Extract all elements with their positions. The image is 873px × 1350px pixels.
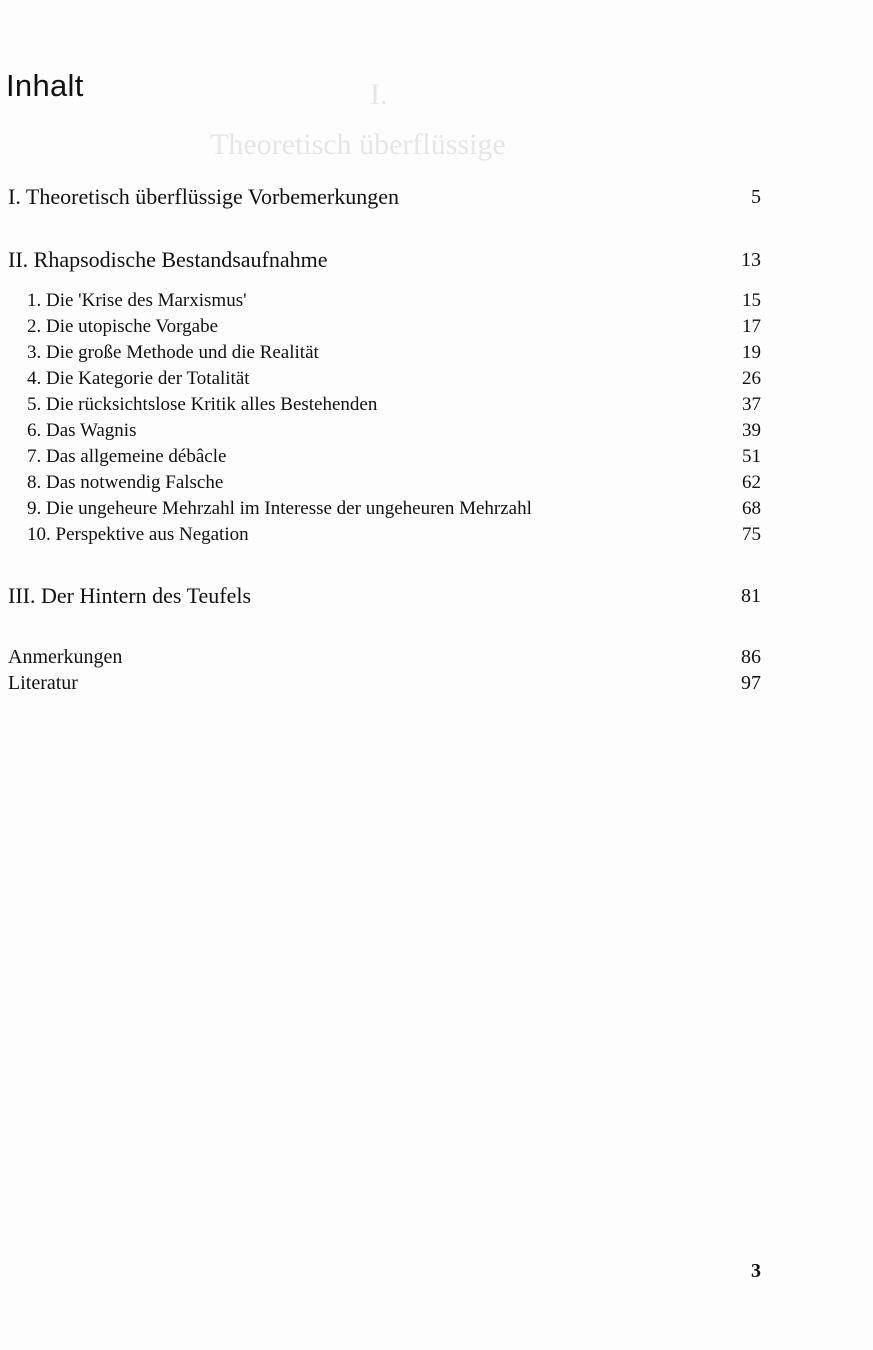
toc-entry [0, 446, 873, 472]
toc-entry-title: III. Der Hintern des Teufels [8, 583, 252, 608]
toc-entry-title: Literatur [8, 672, 78, 694]
toc-entry [0, 394, 873, 420]
toc-entry [0, 498, 873, 524]
toc-entry-title: 7. Das allgemeine débâcle [27, 446, 227, 467]
toc-entry-page: 15 [742, 290, 761, 311]
toc-entry [0, 583, 873, 609]
toc-entry-title: 4. Die Kategorie der Totalität [27, 368, 250, 389]
toc-entry-page: 51 [742, 446, 761, 467]
show-through-texture: I. [370, 78, 388, 111]
toc-entry-page: 26 [742, 368, 761, 389]
toc-entry [0, 316, 873, 342]
toc-entry-page: 17 [742, 316, 761, 337]
toc-entry [0, 368, 873, 394]
toc-entry-page: 81 [741, 585, 761, 607]
toc-entry-page: 75 [742, 524, 761, 545]
toc-entry [0, 184, 873, 210]
toc-entry-page: 19 [742, 342, 761, 363]
toc-entry-page: 5 [751, 186, 761, 208]
toc-entry [0, 646, 873, 672]
toc-entry-page: 39 [742, 420, 761, 441]
toc-entry [0, 342, 873, 368]
toc-entry-page: 37 [742, 394, 761, 415]
toc-entry-title: II. Rhapsodische Bestandsaufnahme [8, 247, 328, 272]
toc-entry-page: 97 [741, 672, 761, 694]
toc-entry [0, 472, 873, 498]
toc-entry-page: 86 [741, 646, 761, 668]
toc-entry-page: 13 [741, 249, 761, 271]
toc-entry [0, 247, 873, 273]
toc-entry-title: 1. Die 'Krise des Marxismus' [27, 290, 247, 311]
toc-entry [0, 420, 873, 446]
toc-entry-title: 8. Das notwendig Falsche [27, 472, 224, 493]
toc-entry-title: Anmerkungen [8, 646, 123, 668]
toc-entry-page: 68 [742, 498, 761, 519]
toc-entry [0, 672, 873, 698]
toc-entry [0, 290, 873, 316]
toc-entry-title: I. Theoretisch überflüssige Vorbemerkungen [8, 184, 400, 209]
toc-entry-title: 9. Die ungeheure Mehrzahl im Interesse der ungeheuren Mehrzahl [27, 498, 532, 519]
toc-entry-title: 2. Die utopische Vorgabe [27, 316, 219, 337]
toc-entry-page: 62 [742, 472, 761, 493]
page-title: Inhalt [6, 68, 84, 103]
toc-entry-title: 10. Perspektive aus Negation [27, 524, 249, 545]
toc-entry-title: 6. Das Wagnis [27, 420, 137, 441]
show-through-texture: Theoretisch überflüssige [210, 128, 506, 161]
toc-entry-title: 5. Die rücksichtslose Kritik alles Bestehenden [27, 394, 378, 415]
toc-entry-title: 3. Die große Methode und die Realität [27, 342, 319, 363]
toc-entry [0, 524, 873, 550]
page-number: 3 [751, 1260, 761, 1282]
